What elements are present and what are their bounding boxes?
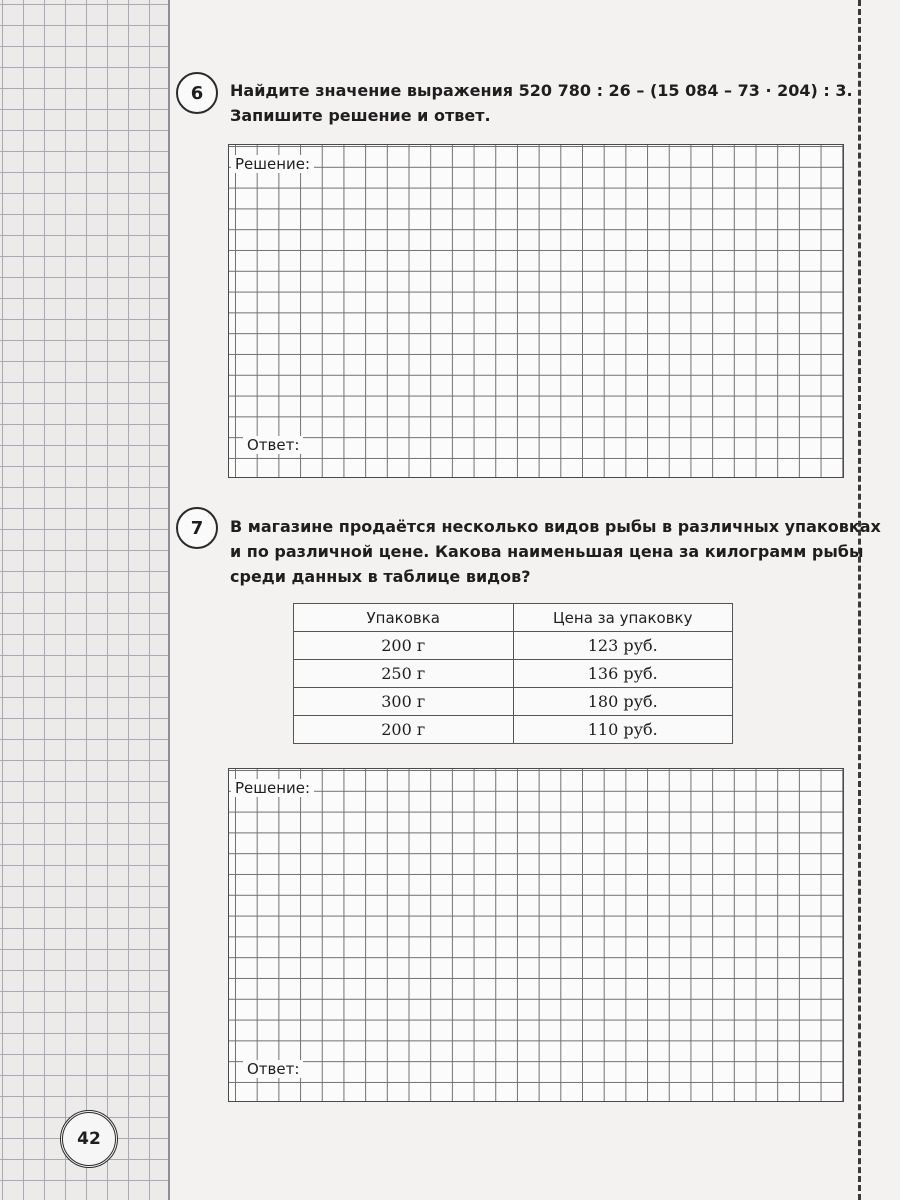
package-cell: 250 г [294, 660, 514, 688]
price-cell: 123 руб. [513, 632, 733, 660]
package-cell: 300 г [294, 688, 514, 716]
task-6-line-2: Запишите решение и ответ. [230, 106, 491, 125]
price-cell: 110 руб. [513, 716, 733, 744]
task-7-answer-box[interactable] [228, 768, 844, 1102]
task-7-line-2: и по различной цене. Какова наименьшая цена за килограмм рыбы [230, 542, 864, 561]
table-row [294, 716, 733, 744]
table-header-row [294, 604, 733, 632]
task-6-answer-box[interactable] [228, 144, 844, 478]
task-7-answer-label: Ответ: [243, 1060, 303, 1078]
package-cell: 200 г [294, 716, 514, 744]
task-6-answer-label: Ответ: [243, 436, 303, 454]
cut-line [858, 0, 861, 1200]
task-6-question [230, 78, 853, 128]
header-price: Цена за упаковку [513, 604, 733, 632]
price-cell: 180 руб. [513, 688, 733, 716]
task-7-line-3: среди данных в таблице видов? [230, 567, 531, 586]
task-6-line-1: Найдите значение выражения 520 780 : 26 – (15 084 – 73 · 204) : 3. [230, 81, 853, 100]
table-row [294, 688, 733, 716]
fish-price-table [293, 603, 733, 744]
table-row [294, 632, 733, 660]
margin-grid [0, 0, 168, 1200]
task-7-solution-label: Решение: [231, 779, 314, 797]
task-7-number: 7 [176, 507, 218, 549]
header-package: Упаковка [294, 604, 514, 632]
margin-rule [168, 0, 170, 1200]
task-6-solution-label: Решение: [231, 155, 314, 173]
task-7-line-1: В магазине продаётся несколько видов рыбы в различных упаковках [230, 517, 881, 536]
price-cell: 136 руб. [513, 660, 733, 688]
page-number: 42 [60, 1110, 118, 1168]
task-6-number: 6 [176, 72, 218, 114]
package-cell: 200 г [294, 632, 514, 660]
task-7-question [230, 514, 881, 589]
table-row [294, 660, 733, 688]
